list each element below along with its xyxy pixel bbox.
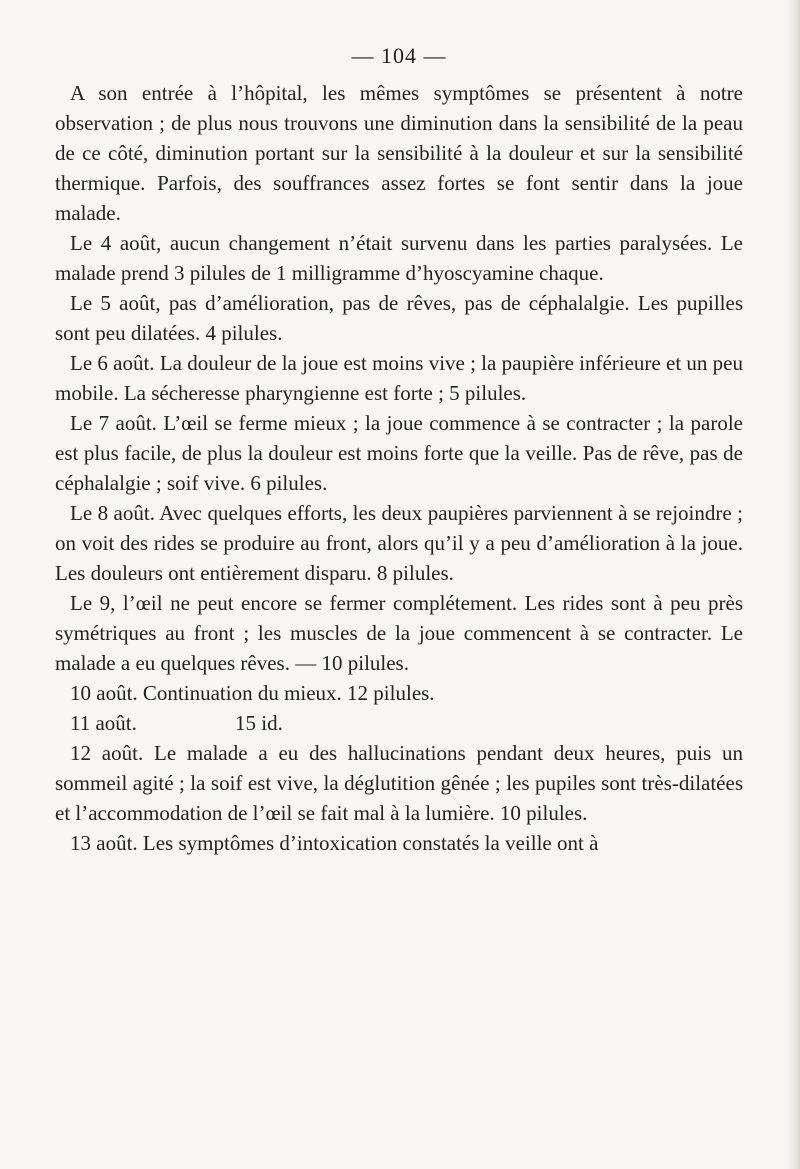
page-edge-shadow bbox=[786, 0, 800, 1169]
paragraph-aug-10: 10 août. Continuation du mieux. 12 pilules. bbox=[70, 681, 435, 705]
paragraph-aug-9: Le 9, l’œil ne peut encore se fermer complétement. Les rides sont à peu près symétriques au front ; les muscles de la joue commencent à se contracter. Le malade a eu quelques rêves. — 10 pilules. bbox=[55, 591, 743, 675]
paragraph-aug-4: Le 4 août, aucun changement n’était survenu dans les parties paralysées. Le malade prend 3 pilules de 1 milligramme d’hyoscyamine chaque. bbox=[55, 231, 743, 285]
paragraph-aug-13: 13 août. Les symptômes d’intoxication constatés la veille ont à bbox=[70, 831, 599, 855]
page-number: — 104 — bbox=[351, 43, 447, 68]
paragraph-aug-12: 12 août. Le malade a eu des hallucinations pendant deux heures, puis un sommeil agité ; la soif est vive, la déglutition gênée ; les pupiles sont très-dilatées et l’accommodation de l’œil se fait mal à la lumière. 10 pilules. bbox=[55, 741, 743, 825]
paragraph-aug-11 bbox=[55, 708, 743, 738]
paragraph-aug-6: Le 6 août. La douleur de la joue est moins vive ; la paupière inférieure et un peu mobile. La sécheresse pharyngienne est forte ; 5 pilules. bbox=[55, 351, 743, 405]
aug-11-entry: 15 id. bbox=[235, 711, 283, 735]
paragraph-aug-8: Le 8 août. Avec quelques efforts, les deux paupières parviennent à se rejoindre ; on voit des rides se produire au front, alors qu’il y a peu d’amélioration à la joue. Les douleurs ont entièrement disparu. 8 pilules. bbox=[55, 501, 743, 585]
paragraph-aug-7: Le 7 août. L’œil se ferme mieux ; la joue commence à se contracter ; la parole est plus facile, de plus la douleur est moins forte que la veille. Pas de rêve, pas de céphalalgie ; soif vive. 6 pilules. bbox=[55, 411, 743, 495]
document-page bbox=[55, 42, 743, 858]
aug-11-date: 11 août. bbox=[70, 711, 137, 735]
paragraph-entry: A son entrée à l’hôpital, les mêmes symptômes se présentent à notre observation ; de plus nous trouvons une diminution dans la sensibilité de la peau de ce côté, diminution portant sur la sensibilité à la douleur et sur la sensibilité thermique. Parfois, des souffrances assez fortes se font sentir dans la joue malade. bbox=[55, 81, 743, 225]
paragraph-aug-5: Le 5 août, pas d’amélioration, pas de rêves, pas de céphalalgie. Les pupilles sont peu dilatées. 4 pilules. bbox=[55, 291, 743, 345]
